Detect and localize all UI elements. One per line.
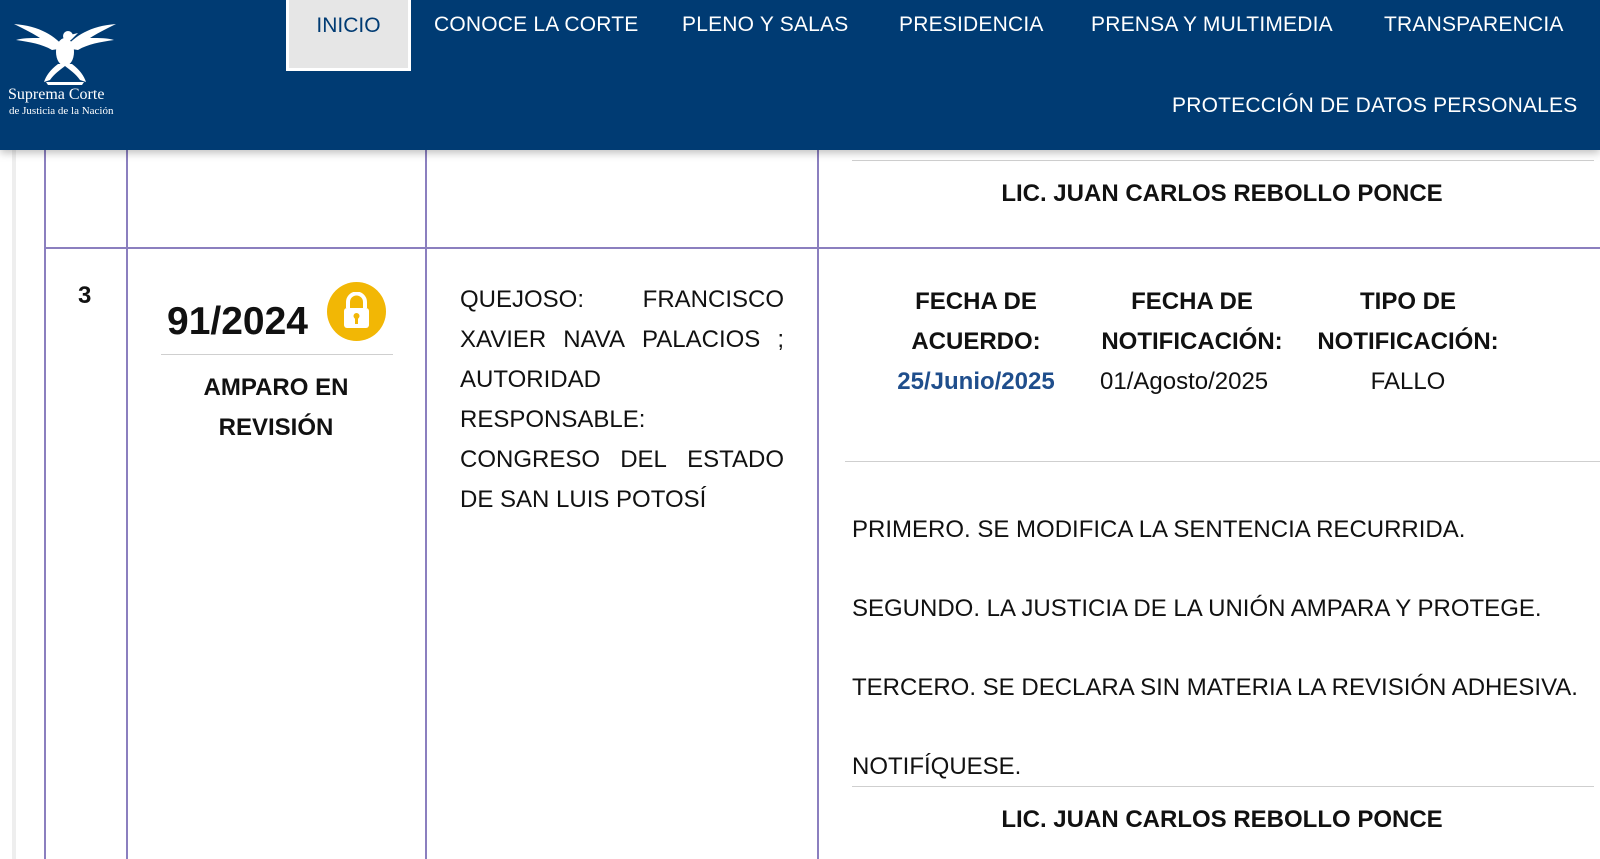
fecha-acuerdo-link[interactable]: 25/Junio/2025 <box>897 368 1055 395</box>
nav-item-conoce-la-corte[interactable]: CONOCE LA CORTE <box>434 13 639 36</box>
nav-item-prensa-y-multimedia[interactable]: PRENSA Y MULTIMEDIA <box>1091 13 1333 36</box>
divider <box>852 160 1594 161</box>
signature: LIC. JUAN CARLOS REBOLLO PONCE <box>1001 806 1443 833</box>
parties-word: FRANCISCO <box>642 286 784 313</box>
asunto-type-line2: REVISIÓN <box>218 414 334 441</box>
asunto-type-line1: AMPARO EN <box>203 374 349 401</box>
parties-word: PALACIOS <box>642 326 761 353</box>
parties-word: ESTADO <box>687 446 784 473</box>
parties-line: AUTORIDAD <box>460 366 601 393</box>
top-navigation-bar <box>0 0 1600 150</box>
resolutivo-segundo: SEGUNDO. LA JUSTICIA DE LA UNIÓN AMPARA Y PROTEGE. <box>852 595 1542 622</box>
scjn-logo[interactable] <box>4 6 122 118</box>
divider <box>845 461 1600 462</box>
tipo-notificacion-label-2: NOTIFICACIÓN: <box>1317 328 1499 355</box>
lock-button[interactable] <box>327 282 386 341</box>
page-edge <box>12 150 16 859</box>
grid-line <box>126 150 128 859</box>
fecha-notificacion-label-2: NOTIFICACIÓN: <box>1101 328 1283 355</box>
fecha-notificacion-value: 01/Agosto/2025 <box>1100 368 1269 395</box>
parties-word: NAVA <box>563 326 626 353</box>
lock-icon <box>341 292 372 330</box>
fecha-notificacion-label-1: FECHA DE <box>1131 288 1253 315</box>
parties-line: DE SAN LUIS POTOSÍ <box>460 486 707 513</box>
previous-row-signature: LIC. JUAN CARLOS REBOLLO PONCE <box>1001 180 1443 207</box>
divider <box>852 786 1594 787</box>
grid-line <box>425 150 427 859</box>
grid-line <box>44 150 46 859</box>
parties-word: ; <box>777 326 784 353</box>
expediente-number[interactable]: 91/2024 <box>167 300 308 343</box>
parties-word: QUEJOSO: <box>460 286 585 313</box>
resolutivo-primero: PRIMERO. SE MODIFICA LA SENTENCIA RECURRIDA. <box>852 516 1466 543</box>
parties-text <box>460 280 784 520</box>
tipo-notificacion-value: FALLO <box>1370 368 1446 395</box>
fecha-acuerdo-label-2: ACUERDO: <box>911 328 1041 355</box>
parties-word: XAVIER <box>460 326 547 353</box>
resolutivo-tercero: TERCERO. SE DECLARA SIN MATERIA LA REVISIÓN ADHESIVA. <box>852 674 1578 701</box>
nav-item-inicio-label: INICIO <box>316 14 381 37</box>
nav-item-presidencia[interactable]: PRESIDENCIA <box>899 13 1044 36</box>
grid-line <box>817 150 819 859</box>
nav-item-inicio[interactable] <box>286 0 411 71</box>
logo-title: Suprema Corte <box>8 86 105 103</box>
parties-word: CONGRESO <box>460 446 601 473</box>
parties-word: DEL <box>620 446 667 473</box>
divider <box>161 354 393 355</box>
nav-item-transparencia[interactable]: TRANSPARENCIA <box>1384 13 1564 36</box>
nav-item-pleno-y-salas[interactable]: PLENO Y SALAS <box>682 13 849 36</box>
row-separator <box>44 247 1600 249</box>
row-number: 3 <box>78 282 92 309</box>
resolutivo-notifiquese: NOTIFÍQUESE. <box>852 753 1022 780</box>
logo-subtitle: de Justicia de la Nación <box>9 105 114 117</box>
parties-line: RESPONSABLE: <box>460 406 646 433</box>
eagle-icon <box>10 8 120 86</box>
nav-item-proteccion-de-datos[interactable]: PROTECCIÓN DE DATOS PERSONALES <box>1172 94 1578 117</box>
tipo-notificacion-label-1: TIPO DE <box>1359 288 1456 315</box>
fecha-acuerdo-label-1: FECHA DE <box>915 288 1037 315</box>
